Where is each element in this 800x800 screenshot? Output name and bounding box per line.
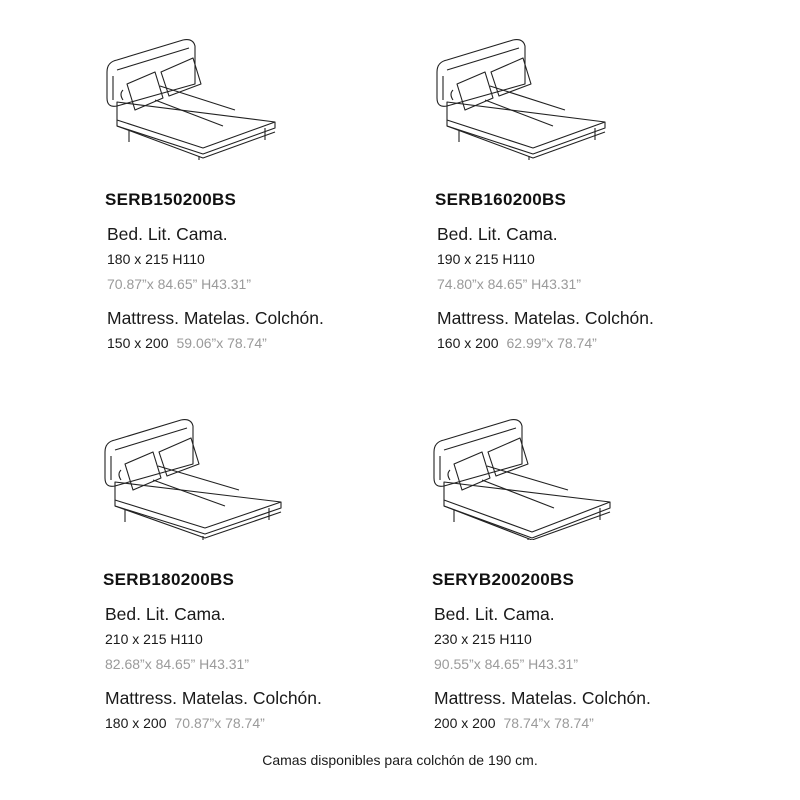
- mattress-dims: [434, 715, 594, 731]
- bed-dims-in: 74.80”x 84.65” H43.31”: [437, 276, 581, 292]
- mattress-dims-cm: 180 x 200: [105, 715, 167, 731]
- bed-dims-cm: 230 x 215 H110: [434, 631, 532, 647]
- product-card-1: [105, 30, 445, 400]
- mattress-dims-in: 70.87”x 78.74”: [174, 715, 265, 731]
- mattress-label: Mattress. Matelas. Colchón.: [107, 308, 324, 328]
- mattress-dims: [437, 335, 597, 351]
- mattress-dims: [107, 335, 267, 351]
- bed-dims-cm: 180 x 215 H110: [107, 251, 205, 267]
- mattress-dims-in: 78.74”x 78.74”: [503, 715, 594, 731]
- bed-dims-in: 70.87”x 84.65” H43.31”: [107, 276, 251, 292]
- mattress-label: Mattress. Matelas. Colchón.: [105, 688, 322, 708]
- bed-drawing-icon: [435, 30, 615, 160]
- bed-dims-cm: 190 x 215 H110: [437, 251, 535, 267]
- mattress-label: Mattress. Matelas. Colchón.: [437, 308, 654, 328]
- bed-label: Bed. Lit. Cama.: [437, 224, 558, 244]
- mattress-dims-cm: 160 x 200: [437, 335, 499, 351]
- mattress-dims: [105, 715, 265, 731]
- bed-label: Bed. Lit. Cama.: [434, 604, 555, 624]
- mattress-dims-cm: 150 x 200: [107, 335, 169, 351]
- availability-note: Camas disponibles para colchón de 190 cm.: [262, 752, 538, 768]
- product-code: SERB150200BS: [105, 190, 237, 209]
- product-code: SERB180200BS: [103, 570, 235, 589]
- bed-drawing-icon: [432, 410, 612, 540]
- mattress-dims-cm: 200 x 200: [434, 715, 496, 731]
- product-card-4: [432, 410, 772, 780]
- product-code: SERYB200200BS: [432, 570, 575, 589]
- bed-label: Bed. Lit. Cama.: [107, 224, 228, 244]
- product-code: SERB160200BS: [435, 190, 567, 209]
- bed-drawing-icon: [103, 410, 283, 540]
- bed-dims-cm: 210 x 215 H110: [105, 631, 203, 647]
- bed-dims-in: 82.68”x 84.65” H43.31”: [105, 656, 249, 672]
- bed-drawing-icon: [105, 30, 285, 160]
- product-card-2: [435, 30, 775, 400]
- mattress-dims-in: 62.99”x 78.74”: [506, 335, 597, 351]
- bed-label: Bed. Lit. Cama.: [105, 604, 226, 624]
- mattress-dims-in: 59.06”x 78.74”: [176, 335, 267, 351]
- product-card-3: [103, 410, 443, 780]
- bed-dims-in: 90.55”x 84.65” H43.31”: [434, 656, 578, 672]
- mattress-label: Mattress. Matelas. Colchón.: [434, 688, 651, 708]
